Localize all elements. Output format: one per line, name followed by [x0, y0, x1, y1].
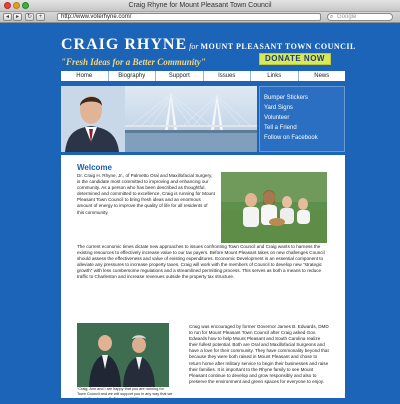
- window-titlebar: [0, 0, 400, 12]
- search-input[interactable]: [327, 13, 393, 21]
- sidebar-link-yard-signs[interactable]: Yard Signs: [264, 105, 293, 111]
- governor-photo-illustration: [77, 323, 169, 387]
- sidebar-link-tell-a-friend[interactable]: Tell a Friend: [264, 125, 297, 131]
- magnifier-icon: ⌕: [330, 14, 334, 20]
- logo-for-text: for: [189, 42, 199, 51]
- campaign-tagline: "Fresh Ideas for a Better Community": [61, 57, 206, 67]
- nav-item-issues[interactable]: Issues: [204, 71, 252, 81]
- search-placeholder: Google: [337, 14, 357, 20]
- site-logo[interactable]: [61, 36, 356, 54]
- economy-paragraph: The current economic times dictate new approaches to issues confronting Town Council and Craig wants to harness the existing resources to effectively increase value to our tax payers. Before Mount Pleasant takes on new challenges Council should assess the effectiveness and value of existing expenditures. Economic Development is an essential component to alleviate any pressures to increase property taxes. Craig will work with the members of Council to develop new "strategic growth" with less cumbersome regulations and a streamlined permitting process. This serves as both a means to reduce traffic to Charleston and increase revenues outside the property tax structure.: [77, 244, 325, 280]
- site-header: [55, 30, 356, 90]
- bridge-and-portrait-illustration: [61, 86, 257, 152]
- intro-paragraph: Dr. Craig H. Rhyne, Jr., of Palmetto Oral and Maxillofacial Surgery, is the candidate most committed to improving and enhancing our community. As a person who has been described as thoughtful, determined and committed to excellence, Craig is running for Mount Pleasant Town Council to bring fresh ideas and an enormous amount of energy to improve the quality of life for all residents of this community.: [77, 173, 215, 215]
- nav-item-links[interactable]: Links: [251, 71, 299, 81]
- page-bottom-edge: [0, 398, 400, 404]
- sidebar-link-volunteer[interactable]: Volunteer: [264, 115, 290, 121]
- hero-banner-image: [61, 86, 257, 152]
- sidebar-link-bumper-stickers[interactable]: Bumper Stickers: [264, 95, 309, 101]
- family-photo: [221, 172, 327, 243]
- nav-item-support[interactable]: Support: [156, 71, 204, 81]
- family-photo-illustration: [221, 172, 327, 243]
- browser-toolbar: [0, 12, 400, 23]
- candidate-name: CRAIG RHYNE: [61, 36, 188, 53]
- reload-icon[interactable]: ↻: [26, 14, 33, 20]
- back-arrow-icon[interactable]: ◂: [3, 13, 12, 21]
- office-title: MOUNT PLEASANT TOWN COUNCIL: [200, 42, 356, 51]
- main-content: [61, 155, 345, 404]
- forward-arrow-icon[interactable]: ▸: [13, 13, 22, 21]
- sidebar-links: [259, 86, 345, 152]
- address-bar[interactable]: http://www.voterhyne.com/: [57, 13, 321, 21]
- photo-caption: "Craig, Ann and I are happy that you are running for Town Council and we will support you in any way that we: [77, 387, 173, 396]
- governor-photo: [77, 323, 169, 387]
- welcome-heading: Welcome: [77, 163, 112, 172]
- nav-item-home[interactable]: Home: [61, 71, 109, 81]
- nav-item-biography[interactable]: Biography: [109, 71, 157, 81]
- main-nav: [61, 71, 345, 81]
- add-bookmark-icon[interactable]: +: [36, 13, 45, 21]
- endorsement-paragraph: Craig was encouraged by former Governor James B. Edwards, DMD to run for Mount Pleasant Town Council after Craig asked Gov. Edwards how to help Mount Pleasant and South Carolina realize their fullest potential. Both are Oral and Maxillofacial Surgeons and have a love for their community. They have commonality beyond that because they were both raised in Mount Pleasant and chose to return home after military service to begin their businesses and raise their families. It is important to the Rhyne family to see Mount Pleasant continue to develop and grow responsibly and also to preserve the environment and green spaces for everyone to enjoy.: [189, 324, 329, 384]
- window-title: Craig Rhyne for Mount Pleasant Town Council: [128, 2, 272, 9]
- donate-button[interactable]: DONATE NOW: [259, 53, 331, 65]
- sidebar-link-facebook[interactable]: Follow on Facebook: [264, 135, 318, 141]
- nav-item-news[interactable]: News: [314, 73, 330, 79]
